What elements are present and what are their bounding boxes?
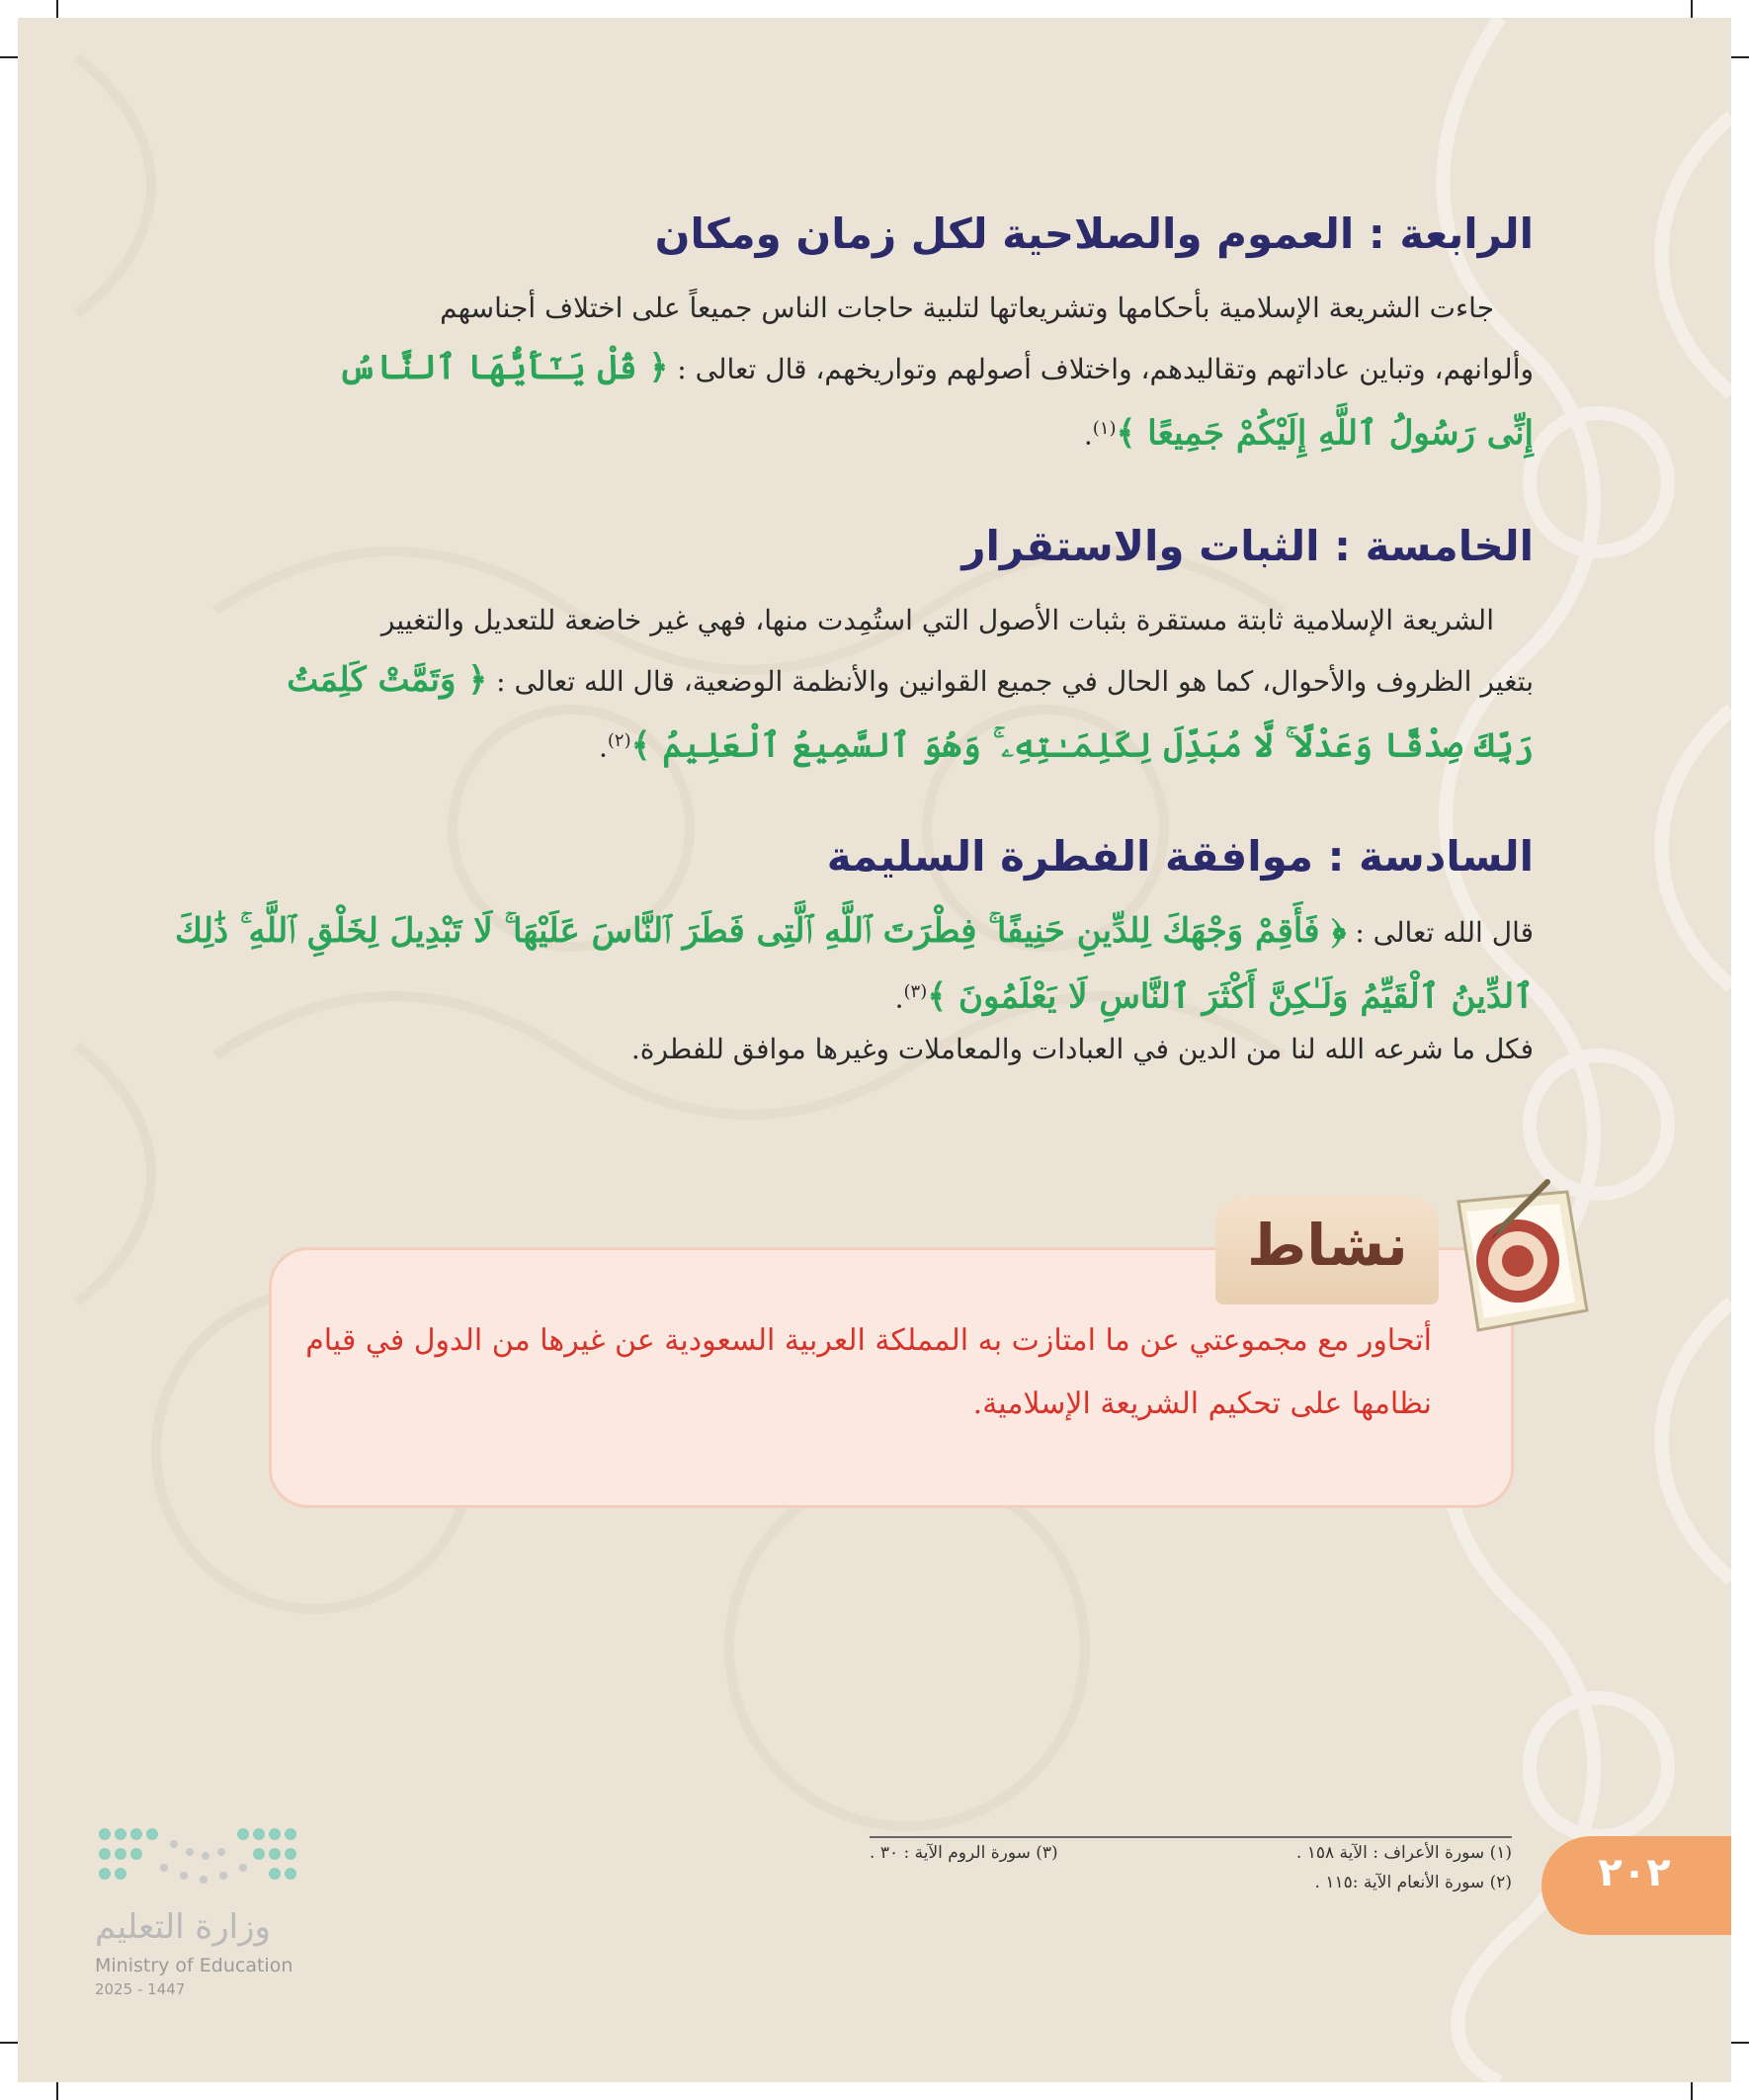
activity-text [305, 1309, 1432, 1436]
sentence-end: . [598, 730, 608, 764]
paragraph-text: بتغير الظروف والأحوال، كما هو الحال في جميع القوانين والأنظمة الوضعية، قال الله تعالى : [496, 665, 1534, 698]
ministry-name-english: Ministry of Education [95, 1955, 293, 1976]
ministry-year: 2025 - 1447 [95, 1980, 186, 1998]
section-heading-sixth: السادسة : موافقة الفطرة السليمة [826, 832, 1534, 881]
section-paragraph-fourth [318, 279, 1534, 464]
quran-verse: إِنِّى رَسُولُ ٱللَّهِ إِلَيْكُمْ جَمِيعًا ﴾ [1116, 413, 1534, 454]
paragraph-line [318, 399, 1534, 464]
footnote-3: (٣) سورة الروم الآية : ٣٠ . [870, 1843, 1058, 1863]
activity-line: أتحاور مع مجموعتي عن ما امتازت به المملكة العربية السعودية عن غيرها من الدول في قيام [305, 1323, 1432, 1358]
paragraph-line [318, 338, 1534, 399]
footnote-reference: (٣) [903, 981, 928, 1002]
paragraph-line: فكل ما شرعه الله لنا من الدين في العبادات والمعاملات وغيرها موافق للفطرة. [630, 1033, 1534, 1066]
footnote-row [870, 1838, 1512, 1868]
quran-verse: ﴿ قُلْ يَـٰٓأَيُّهَا ٱلنَّاسُ [338, 348, 669, 387]
quran-verse: رَبِّكَ صِدْقًا وَعَدْلًا ۚ لَّا مُبَدِّلَ لِكَلِمَـٰتِهِۦ ۚ وَهُوَ ٱلسَّمِيعُ ٱلْعَلِيمُ ﴾ [630, 725, 1534, 766]
paragraph-line: جاءت الشريعة الإسلامية بأحكامها وتشريعاتها لتلبية حاجات الناس جميعاً على اختلاف أجناسهم [440, 292, 1494, 324]
paragraph-line [318, 712, 1534, 777]
ministry-name-arabic: وزارة التعليم [95, 1907, 271, 1947]
sentence-end: . [1083, 418, 1093, 452]
footnote-row [870, 1868, 1512, 1897]
footnotes [870, 1836, 1512, 1897]
activity-title: نشاط [1247, 1212, 1408, 1279]
section-heading-fourth: الرابعة : العموم والصلاحية لكل زمان ومكان [654, 210, 1534, 258]
paragraph-line [287, 650, 1534, 712]
section-heading-fifth: الخامسة : الثبات والاستقرار [961, 522, 1534, 570]
paragraph-text: قال الله تعالى : [1355, 916, 1534, 949]
page-number: ٢٠٢ [1598, 1850, 1671, 1895]
sentence-end: . [894, 981, 904, 1015]
paragraph-line [318, 963, 1534, 1028]
quran-verse: ﴿ فَأَقِمْ وَجْهَكَ لِلدِّينِ حَنِيفًا ۚ فِطْرَتَ ٱللَّهِ ٱلَّتِى فَطَرَ ٱلنَّاسَ عَلَيْهَا ۚ لَا تَبْدِيلَ لِخَلْقِ ٱللَّهِ ۚ ذَٰلِكَ [174, 911, 1347, 951]
footnote-reference: (١) [1092, 418, 1117, 439]
section-paragraph-sixth [174, 901, 1534, 1071]
footnote-1: (١) سورة الأعراف : الآية ١٥٨ . [1295, 1843, 1512, 1863]
paragraph-line: الشريعة الإسلامية ثابتة مستقرة بثبات الأصول التي استُمِدت منها، فهي غير خاضعة للتعديل والتغيير [380, 604, 1494, 636]
paragraph-line [174, 901, 1534, 963]
activity-line: نظامها على تحكيم الشريعة الإسلامية. [972, 1386, 1432, 1421]
paragraph-text: وألوانهم، وتباين عاداتهم وتقاليدهم، واختلاف أصولهم وتواريخهم، قال تعالى : [677, 353, 1534, 385]
quran-verse: ﴿ وَتَمَّتْ كَلِمَتُ [287, 660, 488, 700]
footnote-2: (٢) سورة الأنعام الآية :١١٥ . [1314, 1873, 1512, 1892]
footnote-reference: (٢) [607, 730, 631, 751]
ministry-logo-icon [95, 1824, 312, 1893]
notebook-pen-icon [1429, 1172, 1597, 1340]
quran-verse: ٱلدِّينُ ٱلْقَيِّمُ وَلَـٰكِنَّ أَكْثَرَ ٱلنَّاسِ لَا يَعْلَمُونَ ﴾ [927, 976, 1534, 1017]
section-paragraph-fifth [287, 591, 1534, 777]
